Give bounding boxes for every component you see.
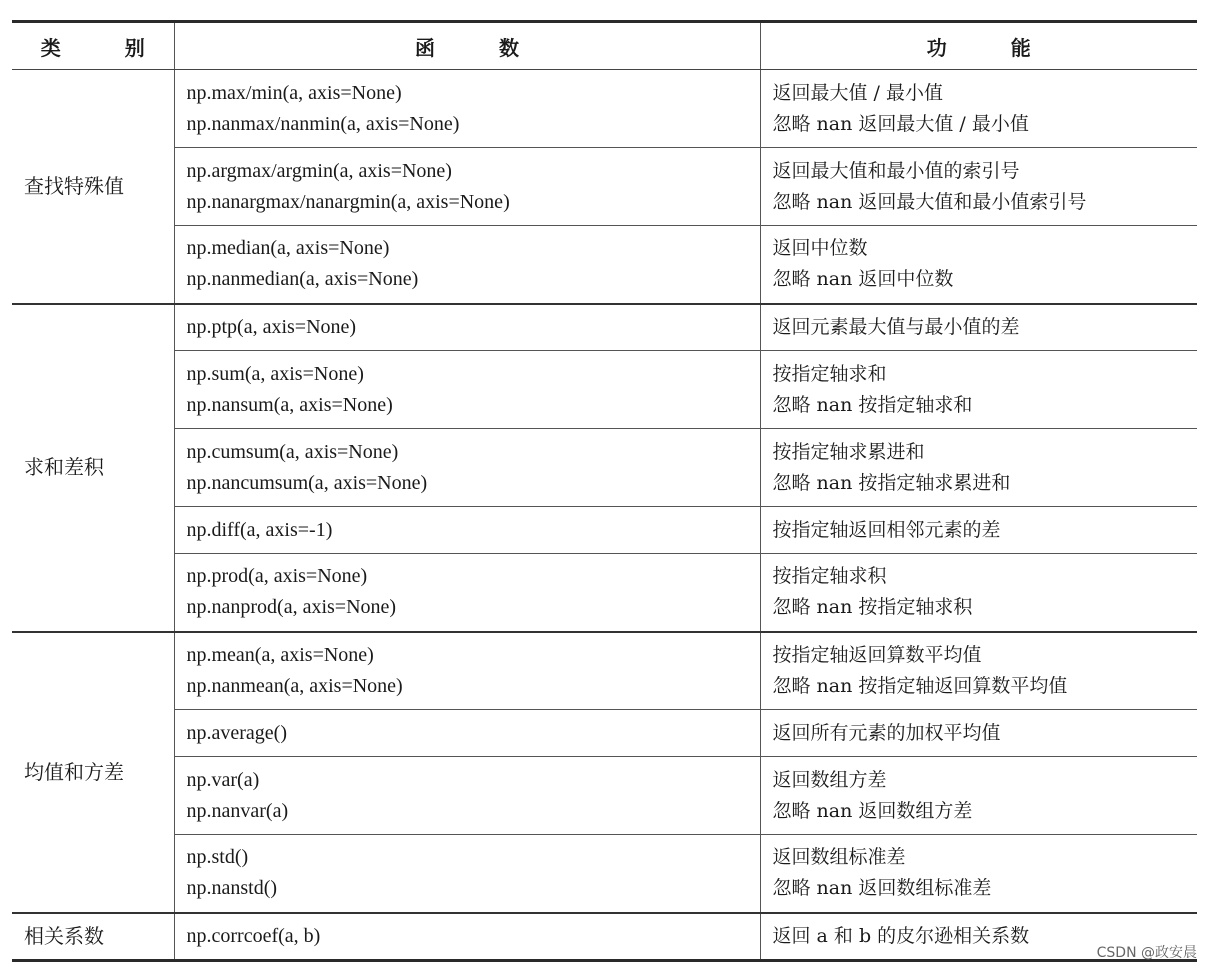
table-row (12, 226, 1197, 304)
description-line: 返回中位数 (772, 237, 868, 260)
category-cell: 相关系数 (12, 913, 174, 961)
description-cell (760, 70, 1197, 148)
description-cell (760, 554, 1197, 632)
description-line: 返回所有元素的加权平均值 (772, 721, 1001, 744)
table-row (12, 429, 1197, 507)
table-row (12, 351, 1197, 429)
description-line: 忽略 nan 按指定轴求和 (772, 393, 973, 416)
description-cell (760, 226, 1197, 304)
function-cell (174, 429, 760, 507)
header-function (174, 22, 760, 70)
function-cell (174, 70, 760, 148)
function-cell (174, 632, 760, 710)
description-cell (760, 148, 1197, 226)
function-line: np.mean(a, axis=None) (186, 643, 374, 666)
description-line: 忽略 nan 按指定轴返回算数平均值 (772, 674, 1068, 697)
description-line: 忽略 nan 返回中位数 (772, 268, 954, 291)
table-row (12, 835, 1197, 913)
table-row (12, 304, 1197, 351)
function-line: np.sum(a, axis=None) (186, 362, 364, 385)
function-line: np.corrcoef(a, b) (186, 924, 321, 947)
function-line: np.diff(a, axis=-1) (186, 518, 333, 541)
function-cell (174, 757, 760, 835)
category-cell: 求和差积 (12, 304, 174, 632)
description-line: 按指定轴返回算数平均值 (772, 643, 982, 666)
header-feature-char-1: 功 (926, 35, 947, 60)
description-line: 按指定轴求累进和 (772, 440, 925, 463)
function-line: np.average() (186, 721, 287, 744)
function-cell (174, 835, 760, 913)
function-line: np.nansum(a, axis=None) (186, 393, 393, 416)
table-row (12, 148, 1197, 226)
table-row (12, 632, 1197, 710)
description-line: 忽略 nan 按指定轴求积 (772, 596, 973, 619)
header-category (12, 22, 174, 70)
function-line: np.prod(a, axis=None) (186, 565, 368, 588)
header-category-char-2: 别 (124, 35, 145, 60)
description-cell (760, 304, 1197, 351)
function-cell (174, 507, 760, 554)
function-line: np.var(a) (186, 768, 260, 791)
table-row (12, 70, 1197, 148)
function-cell (174, 710, 760, 757)
description-cell (760, 710, 1197, 757)
description-line: 返回元素最大值与最小值的差 (772, 315, 1020, 338)
numpy-statistics-table (12, 20, 1197, 962)
watermark-text: CSDN @政安晨 (1096, 945, 1197, 961)
description-line: 返回数组方差 (772, 768, 887, 791)
function-line: np.nanprod(a, axis=None) (186, 596, 397, 619)
description-line: 忽略 nan 返回数组方差 (772, 799, 973, 822)
description-cell (760, 757, 1197, 835)
description-line: 忽略 nan 按指定轴求累进和 (772, 471, 1011, 494)
function-line: np.nanmedian(a, axis=None) (186, 268, 419, 291)
table-row (12, 757, 1197, 835)
function-table-container (12, 20, 1197, 962)
description-cell (760, 835, 1197, 913)
description-line: 忽略 nan 返回数组标准差 (772, 877, 992, 900)
description-cell (760, 507, 1197, 554)
function-line: np.nanstd() (186, 877, 278, 900)
function-cell (174, 304, 760, 351)
header-function-char-1: 函 (415, 35, 435, 60)
category-cell: 均值和方差 (12, 632, 174, 913)
header-category-char-1: 类 (40, 35, 61, 60)
description-cell (760, 351, 1197, 429)
description-line: 返回数组标准差 (772, 846, 906, 869)
table-row (12, 554, 1197, 632)
function-cell (174, 913, 760, 961)
function-line: np.std() (186, 846, 249, 869)
table-row (12, 507, 1197, 554)
function-line: np.nanvar(a) (186, 799, 289, 822)
function-line: np.nanmax/nanmin(a, axis=None) (186, 112, 460, 135)
description-line: 返回最大值和最小值的索引号 (772, 159, 1020, 182)
header-feature (760, 22, 1197, 70)
function-line: np.argmax/argmin(a, axis=None) (186, 159, 452, 182)
function-line: np.nanargmax/nanargmin(a, axis=None) (186, 190, 510, 213)
function-line: np.nancumsum(a, axis=None) (186, 471, 428, 494)
category-cell: 查找特殊值 (12, 70, 174, 304)
description-cell (760, 429, 1197, 507)
description-line: 返回 a 和 b 的皮尔逊相关系数 (772, 924, 1030, 947)
description-line: 忽略 nan 返回最大值 / 最小值 (772, 112, 1029, 135)
function-line: np.ptp(a, axis=None) (186, 315, 357, 338)
description-line: 按指定轴求积 (772, 565, 887, 588)
table-row (12, 710, 1197, 757)
description-line: 返回最大值 / 最小值 (772, 81, 943, 104)
function-line: np.median(a, axis=None) (186, 237, 390, 260)
header-function-char-2: 数 (499, 35, 519, 60)
description-line: 按指定轴求和 (772, 362, 887, 385)
description-cell (760, 632, 1197, 710)
description-line: 忽略 nan 返回最大值和最小值索引号 (772, 190, 1087, 213)
function-cell (174, 554, 760, 632)
function-cell (174, 351, 760, 429)
function-line: np.max/min(a, axis=None) (186, 81, 402, 104)
table-header-row (12, 22, 1197, 70)
header-feature-char-2: 能 (1010, 35, 1031, 60)
function-cell (174, 226, 760, 304)
function-line: np.nanmean(a, axis=None) (186, 674, 403, 697)
table-row (12, 913, 1197, 961)
function-cell (174, 148, 760, 226)
function-line: np.cumsum(a, axis=None) (186, 440, 399, 463)
description-line: 按指定轴返回相邻元素的差 (772, 518, 1001, 541)
